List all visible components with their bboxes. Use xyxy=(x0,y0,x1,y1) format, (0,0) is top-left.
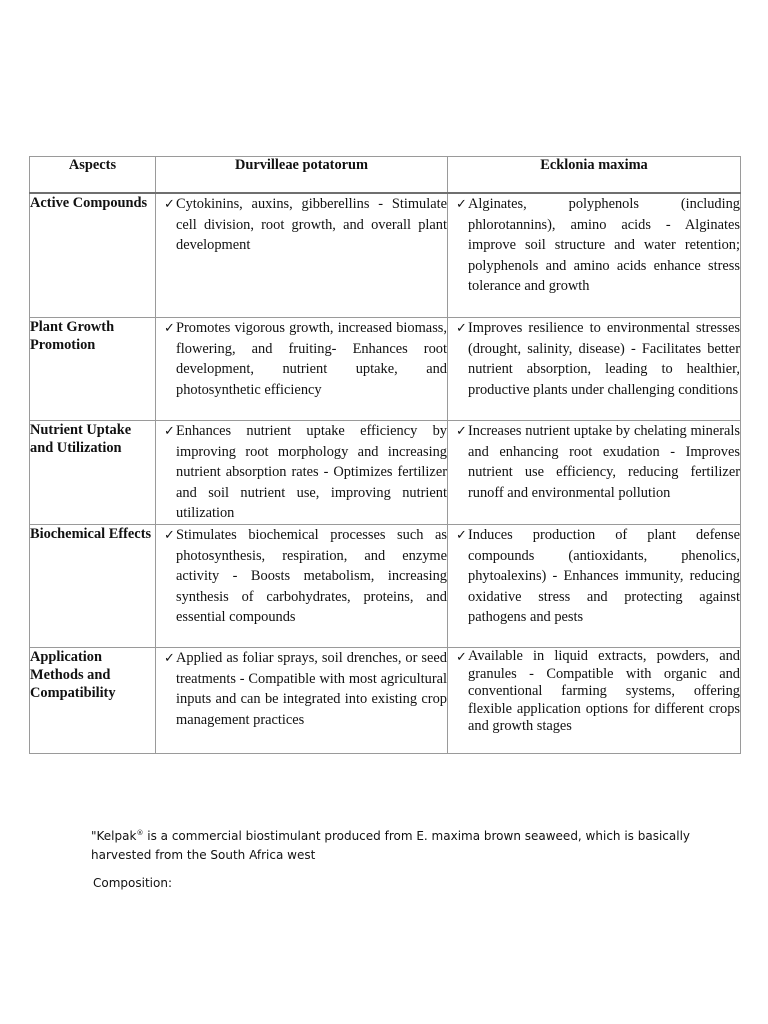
ecklonia-cell xyxy=(448,421,741,525)
composition-label: Composition: xyxy=(93,876,172,890)
header-aspects: Aspects xyxy=(30,157,156,194)
aspect-label: Application Methods and Compatibility xyxy=(30,647,156,753)
header-ecklonia: Ecklonia maxima xyxy=(448,157,741,194)
check-icon: ✓ xyxy=(456,527,467,543)
cell-text: Alginates, polyphenols (including phlorotannins), amino acids - Alginates improve soil structure and water retention; polyphenols and amino acids enhance stress tolerance and growth xyxy=(468,196,740,295)
check-icon: ✓ xyxy=(164,424,175,439)
durvilleae-cell xyxy=(156,421,448,525)
cell-text: Induces production of plant defense compounds (antioxidants, phenolics, phytoalexins) - Enhances immunity, reducing oxidative stress and protecting against pathogens and pests xyxy=(468,526,740,626)
header-durvilleae: Durvilleae potatorum xyxy=(156,157,448,194)
aspect-label: Active Compounds xyxy=(30,193,156,318)
open-quote: " xyxy=(91,829,97,843)
check-icon: ✓ xyxy=(164,650,175,666)
durvilleae-cell xyxy=(156,318,448,421)
durvilleae-cell xyxy=(156,524,448,647)
check-icon: ✓ xyxy=(164,321,175,336)
durvilleae-cell xyxy=(156,193,448,318)
check-icon: ✓ xyxy=(456,649,467,665)
check-icon: ✓ xyxy=(456,321,467,336)
check-icon: ✓ xyxy=(164,197,175,212)
cell-text: Enhances nutrient uptake efficiency by improving root morphology and increasing nutrient absorption rates - Optimizes fertilizer and soil nutrient use, improving nutrient utilization xyxy=(176,423,447,522)
check-icon: ✓ xyxy=(456,424,467,439)
table-header-row xyxy=(30,157,741,194)
ecklonia-cell xyxy=(448,193,741,318)
cell-text: Cytokinins, auxins, gibberellins - Stimulate cell division, root growth, and overall plant development xyxy=(176,196,447,254)
paragraph-text: is a commercial biostimulant produced from E. maxima brown seaweed, which is basically harvested from the South Africa west xyxy=(91,829,691,862)
aspect-label: Biochemical Effects xyxy=(30,524,156,647)
cell-text: Applied as foliar sprays, soil drenches, or seed treatments - Compatible with most agricultural inputs and can be integrated into existing crop management practices xyxy=(176,649,447,728)
table-row xyxy=(30,318,741,421)
registered-mark: ® xyxy=(136,829,144,837)
cell-text: Increases nutrient uptake by chelating minerals and enhancing root exudation - Improves nutrient use efficiency, reducing fertilizer runoff and environmental pollution xyxy=(468,423,740,501)
check-icon: ✓ xyxy=(164,527,175,543)
brand-name: Kelpak xyxy=(96,829,137,843)
durvilleae-cell xyxy=(156,647,448,753)
table-row xyxy=(30,647,741,753)
comparison-table xyxy=(29,156,741,754)
aspect-label: Nutrient Uptake and Utilization xyxy=(30,421,156,525)
ecklonia-cell xyxy=(448,318,741,421)
table-row xyxy=(30,421,741,525)
cell-text: Available in liquid extracts, powders, and granules - Compatible with organic and conventional farming systems, offering flexible application options for different crops and growth stages xyxy=(468,647,740,735)
table-row xyxy=(30,524,741,647)
ecklonia-cell xyxy=(448,647,741,753)
check-icon: ✓ xyxy=(456,197,467,212)
kelpak-paragraph xyxy=(91,824,691,865)
cell-text: Stimulates biochemical processes such as photosynthesis, respiration, and enzyme activity - Boosts metabolism, increasing synthesis of carbohydrates, proteins, and essential compounds xyxy=(176,526,447,626)
cell-text: Promotes vigorous growth, increased biomass, flowering, and fruiting- Enhances root development, nutrient uptake, and photosynthetic efficiency xyxy=(176,320,447,398)
table-row xyxy=(30,193,741,318)
cell-text: Improves resilience to environmental stresses (drought, salinity, disease) - Facilitates better nutrient absorption, leading to healthier, productive plants under challenging conditions xyxy=(468,320,740,398)
aspect-label: Plant Growth Promotion xyxy=(30,318,156,421)
ecklonia-cell xyxy=(448,524,741,647)
